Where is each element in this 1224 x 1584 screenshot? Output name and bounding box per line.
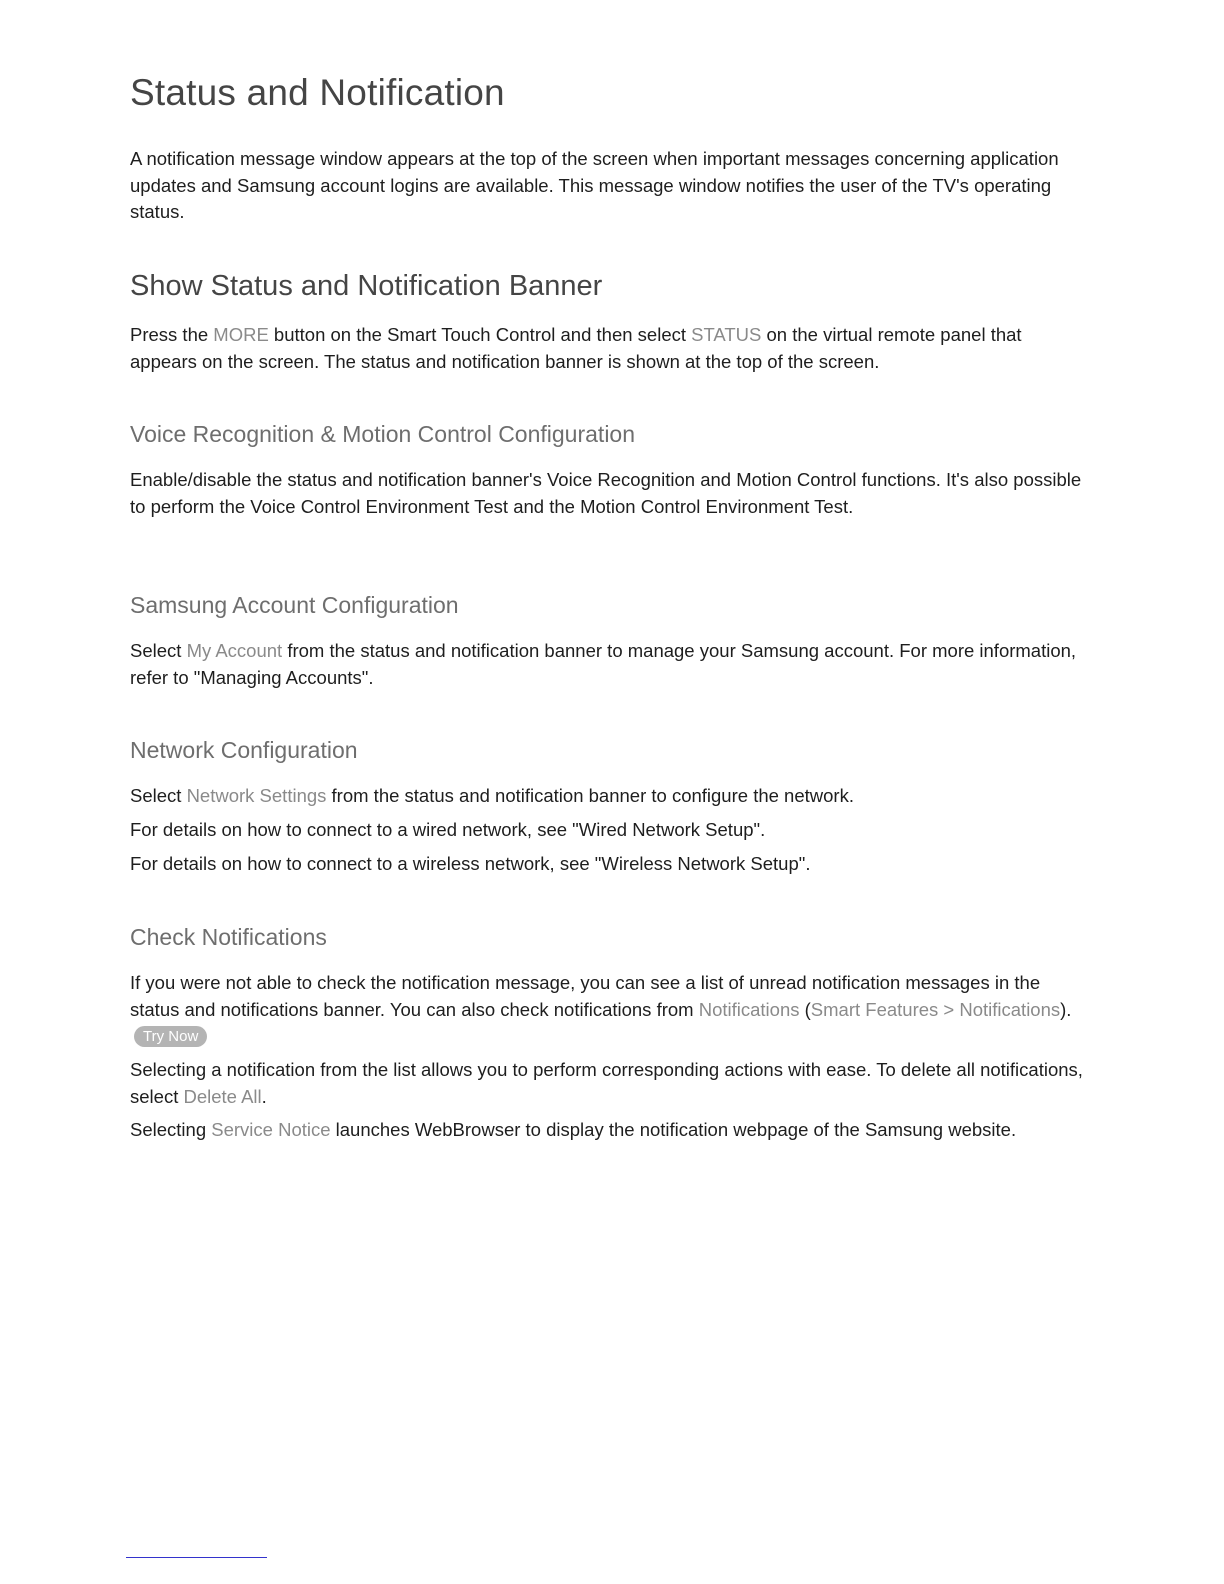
try-now-button[interactable]: Try Now (134, 1026, 207, 1047)
network-paragraph-2: For details on how to connect to a wired network, see "Wired Network Setup". (130, 819, 766, 840)
subsection-heading-network: Network Configuration (130, 737, 358, 763)
text-segment: ). (1060, 998, 1072, 1020)
more-button-term: MORE (213, 324, 269, 345)
text-segment: Selecting a notification from the list allows you to perform corresponding actions with ease. To delete all notifications, select (130, 1059, 1083, 1107)
text-segment: Select (130, 785, 187, 806)
intro-paragraph: A notification message window appears at the top of the screen when important messages concerning application updates and Samsung account logins are available. This message window notifies the user of the TV's operating status. (130, 148, 1059, 222)
text-segment: Press the (130, 324, 214, 345)
my-account-term: My Account (186, 640, 283, 661)
section-heading-show-banner: Show Status and Notification Banner (130, 270, 603, 302)
check-notifications-paragraph-3 (130, 1117, 1085, 1144)
network-settings-term: Network Settings (186, 785, 327, 806)
text-segment: launches WebBrowser to display the notification webpage of the Samsung website. (330, 1119, 1017, 1140)
show-banner-paragraph (130, 322, 1085, 375)
subsection-heading-check-notifications: Check Notifications (130, 924, 327, 950)
voice-motion-paragraph: Enable/disable the status and notification banner's Voice Recognition and Motion Control functions. It's also possible to perform the Voice Control Environment Test and the Motion Control Environment Test. (130, 469, 1082, 517)
text-segment: ( (799, 998, 811, 1020)
footer-rule (126, 1557, 267, 1558)
subsection-heading-voice-motion: Voice Recognition & Motion Control Configuration (130, 421, 636, 447)
text-segment: button on the Smart Touch Control and then select (268, 324, 692, 345)
service-notice-term: Service Notice (211, 1119, 331, 1140)
text-segment: Select (130, 640, 187, 661)
check-notifications-paragraph-1 (130, 970, 1085, 1050)
subsection-heading-samsung-account: Samsung Account Configuration (130, 592, 459, 618)
check-notifications-paragraph-2 (130, 1057, 1085, 1110)
text-segment: If you were not able to check the notification message, you can see a list of unread notification messages in the status and notifications banner. You can also check notifications from (130, 972, 1041, 1020)
text-segment: from the status and notification banner to configure the network. (326, 785, 854, 806)
network-paragraph-3: For details on how to connect to a wireless network, see "Wireless Network Setup". (130, 853, 811, 874)
page-title: Status and Notification (130, 72, 505, 113)
smart-features-path-term: Smart Features > Notifications (810, 998, 1061, 1020)
text-segment: on the virtual remote panel that appears on the screen. The status and notification banner is shown at the top of the screen. (130, 324, 1022, 372)
notifications-term: Notifications (698, 998, 800, 1020)
text-segment: Selecting (130, 1119, 212, 1140)
text-segment: from the status and notification banner to manage your Samsung account. For more information, refer to "Managing Accounts". (130, 640, 1077, 688)
delete-all-term: Delete All (183, 1085, 262, 1107)
samsung-account-paragraph (130, 638, 1085, 691)
network-paragraph-1 (130, 783, 1085, 810)
status-term: STATUS (691, 324, 762, 345)
text-segment: . (261, 1085, 267, 1107)
